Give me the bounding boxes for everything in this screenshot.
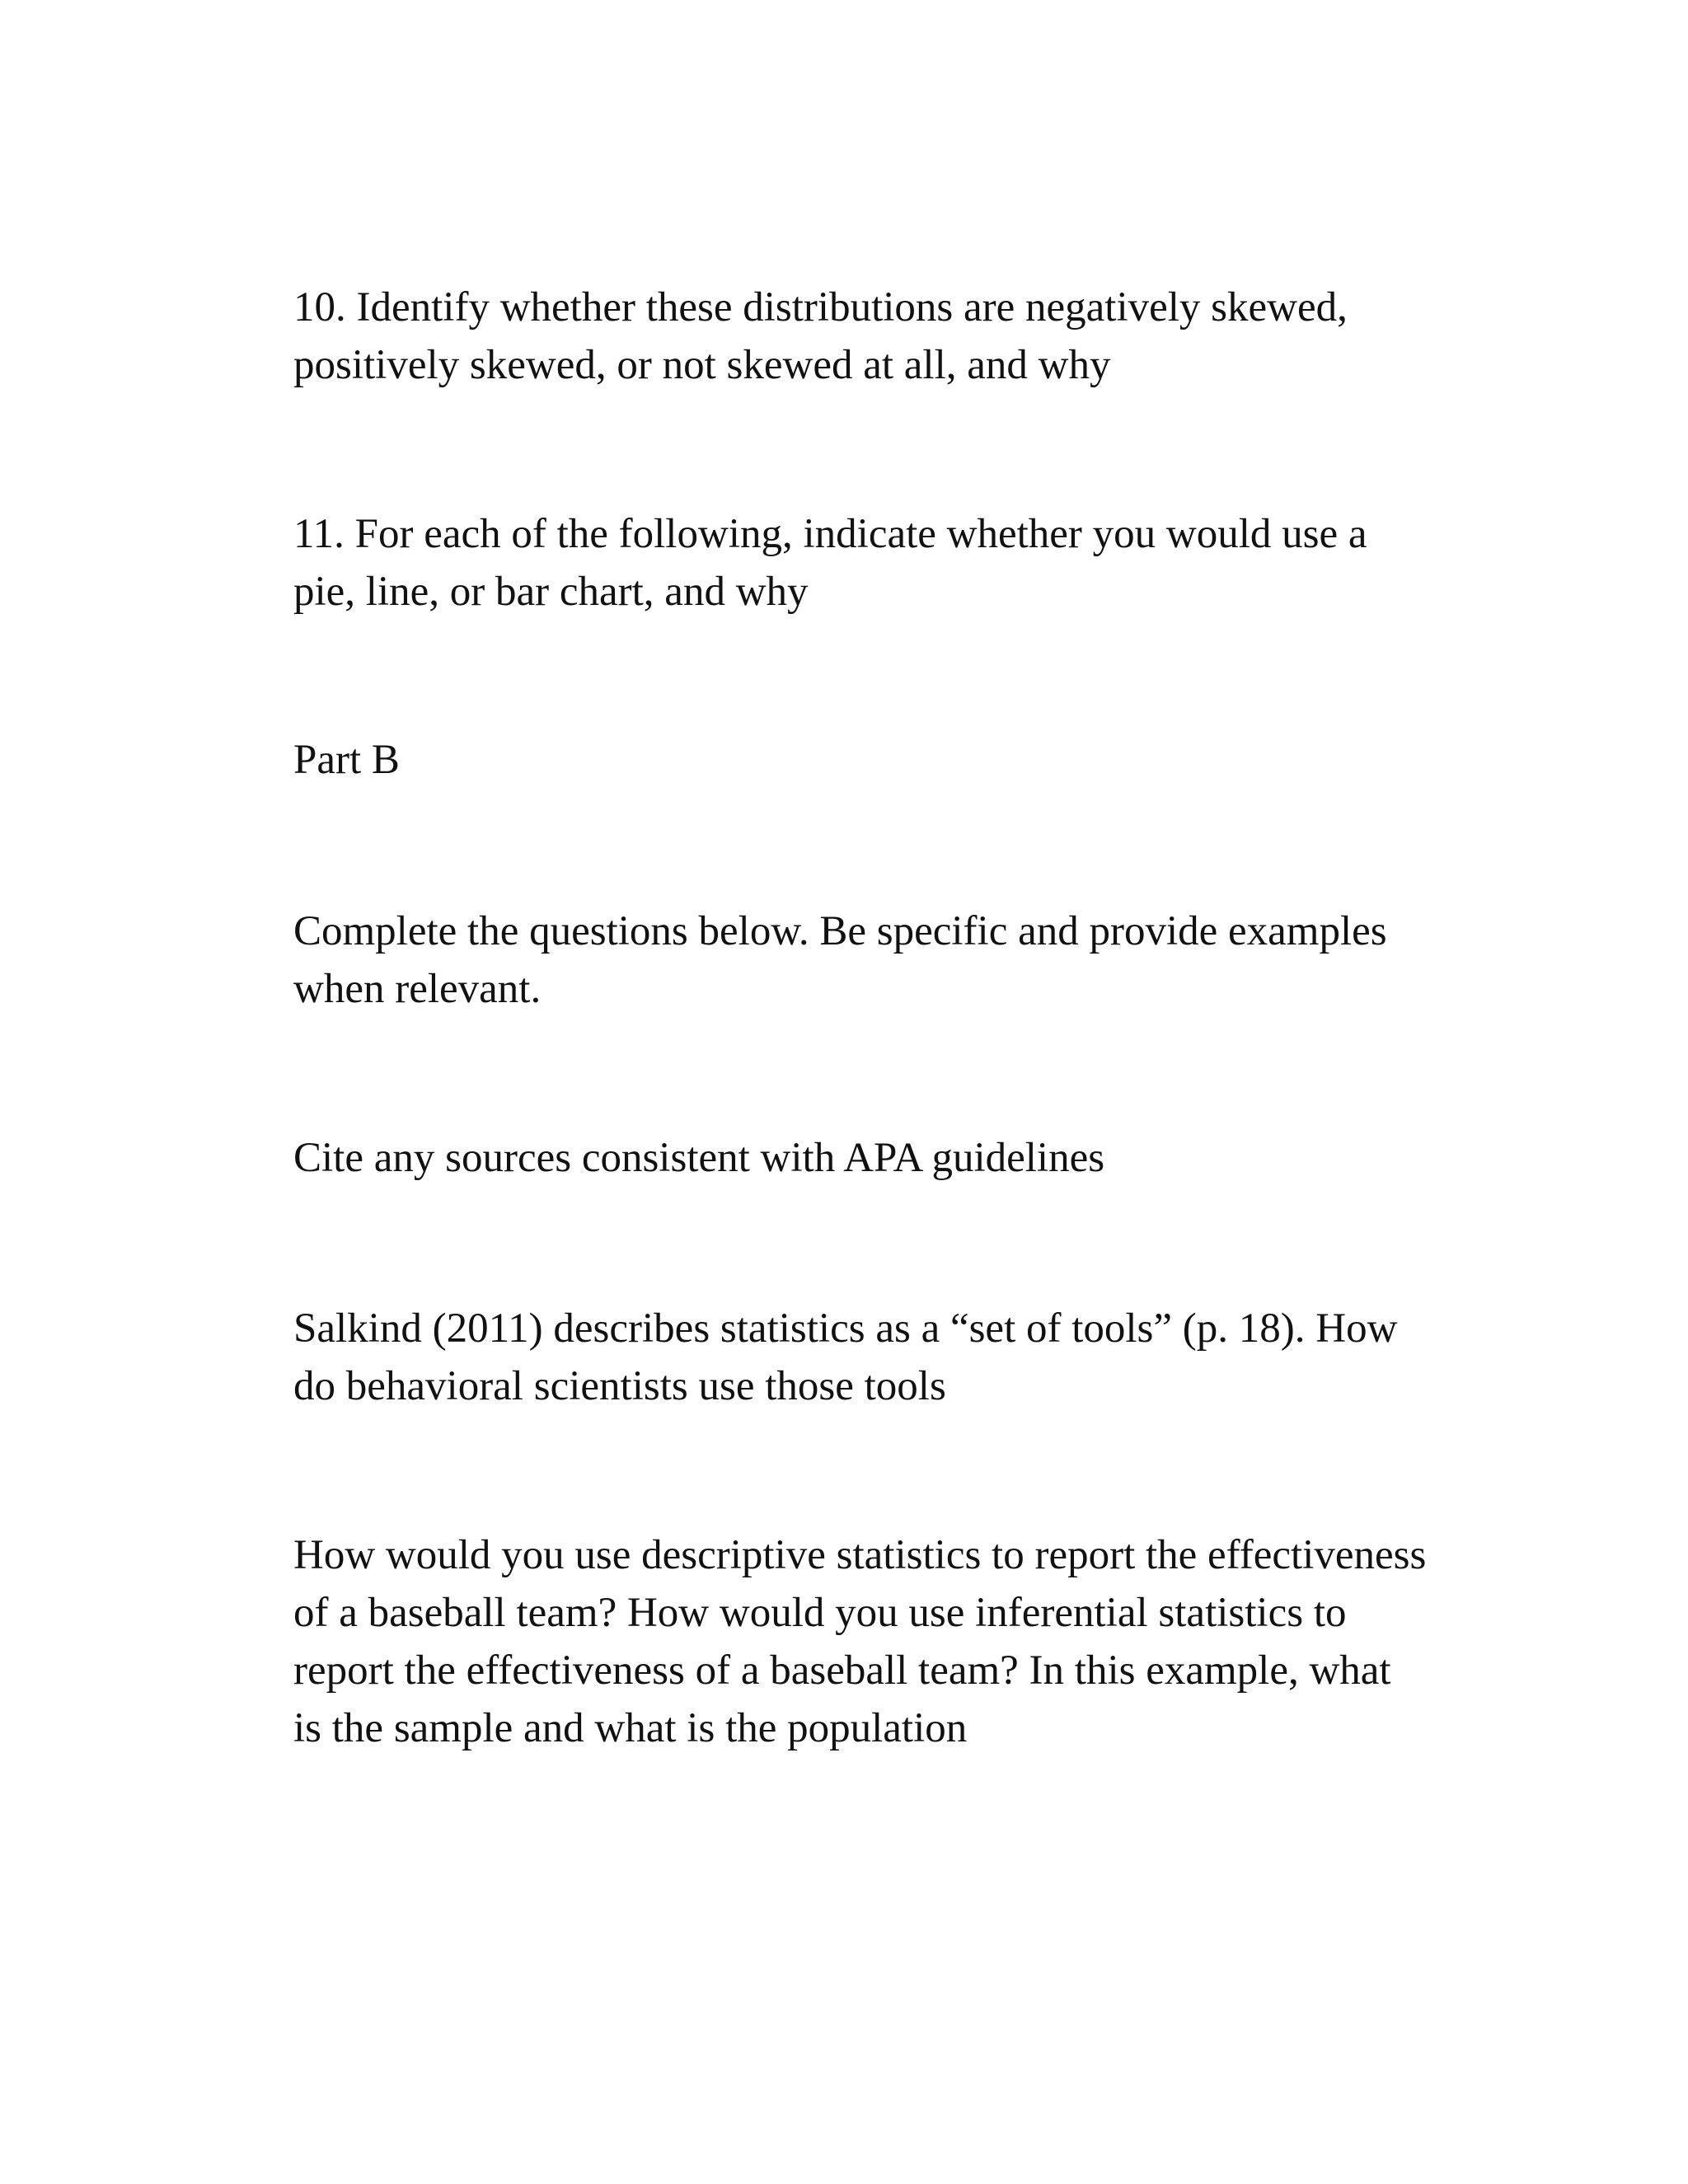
text-line: Cite any sources consistent with APA guidelines bbox=[293, 1135, 1105, 1181]
text-line: Salkind (2011) describes statistics as a “set of tools” (p. 18). How bbox=[293, 1305, 1398, 1352]
text-line: Part B bbox=[293, 737, 400, 783]
text-line: report the effectiveness of a baseball team? In this example, what bbox=[293, 1647, 1391, 1694]
text-line: pie, line, or bar chart, and why bbox=[293, 569, 809, 615]
text-line: How would you use descriptive statistics to report the effectiveness bbox=[293, 1532, 1427, 1578]
section-heading-part-b bbox=[293, 731, 1489, 789]
instructions-paragraph bbox=[293, 902, 1489, 1018]
text-line: positively skewed, or not skewed at all, and why bbox=[293, 342, 1111, 388]
salkind-question bbox=[293, 1300, 1489, 1415]
text-line: 10. Identify whether these distributions are negatively skewed, bbox=[293, 284, 1348, 330]
text-line: do behavioral scientists use those tools bbox=[293, 1363, 946, 1409]
text-line: Complete the questions below. Be specific and provide examples bbox=[293, 908, 1387, 954]
text-line: of a baseball team? How would you use inferential statistics to bbox=[293, 1590, 1347, 1636]
question-11 bbox=[293, 505, 1489, 621]
text-line: is the sample and what is the population bbox=[293, 1705, 968, 1751]
text-line: 11. For each of the following, indicate whether you would use a bbox=[293, 511, 1367, 557]
baseball-question bbox=[293, 1526, 1489, 1757]
apa-paragraph bbox=[293, 1129, 1489, 1187]
question-10 bbox=[293, 279, 1489, 394]
text-line: when relevant. bbox=[293, 966, 542, 1012]
